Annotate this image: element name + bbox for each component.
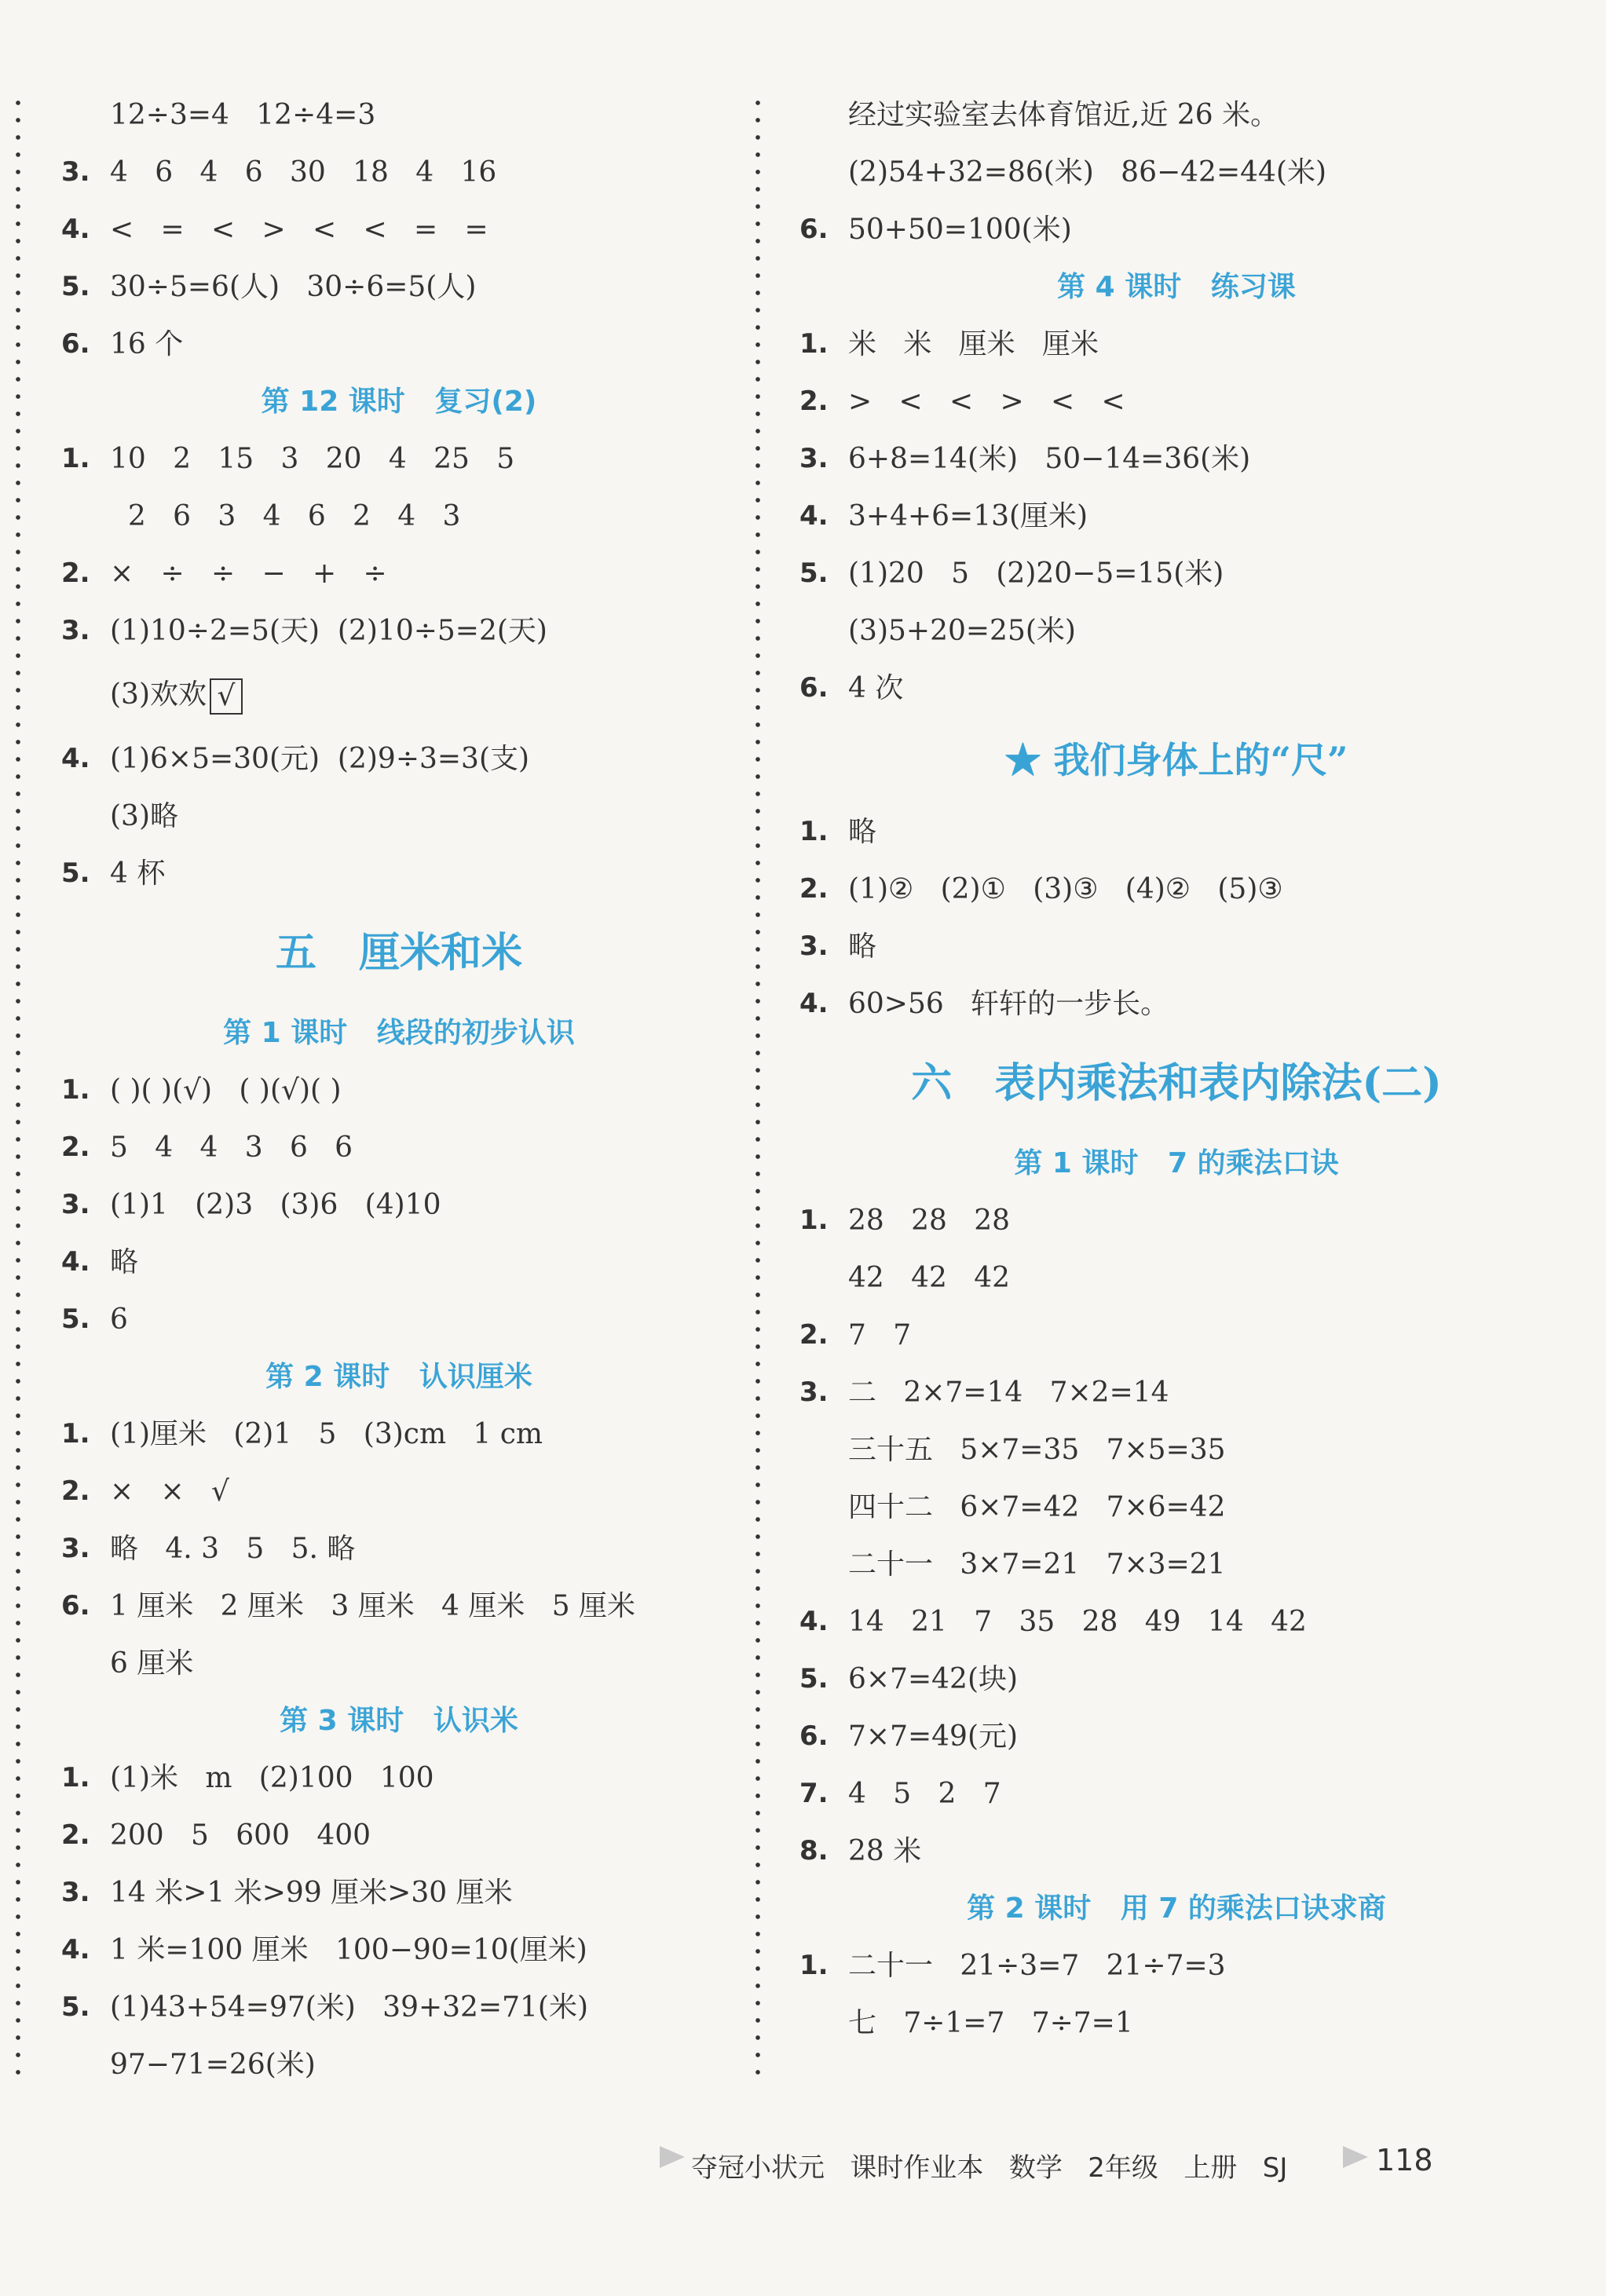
question-number: 6.	[799, 672, 829, 704]
answer-line	[799, 1307, 1553, 1364]
answer-text: 7×7=49(元)	[848, 1720, 1019, 1753]
answer-line	[799, 1823, 1553, 1880]
lesson-heading: 第 3 课时 认识米	[280, 1705, 518, 1737]
answer-text: (1)20 5 (2)20−5=15(米)	[848, 558, 1224, 590]
answer-text: 略	[848, 816, 877, 848]
answer-text: × × √	[110, 1475, 229, 1508]
answer-line	[799, 1708, 1553, 1765]
answer-text: 略	[110, 1246, 139, 1278]
answer-text: 10 2 15 3 20 4 25 5	[110, 443, 515, 475]
answer-line	[799, 1192, 1553, 1249]
answer-text: (1)1 (2)3 (3)6 (4)10	[110, 1189, 441, 1221]
answer-line	[799, 660, 1553, 717]
question-number: 3.	[799, 1377, 829, 1408]
answer-line	[61, 1062, 737, 1119]
answer-text: > < < > < <	[848, 386, 1125, 418]
answer-line	[799, 1994, 1553, 2052]
answer-text: (1)米 m (2)100 100	[110, 1762, 434, 1794]
answer-text: ( )( )(√) ( )(√)( )	[110, 1074, 342, 1106]
question-number: 3.	[61, 1533, 90, 1564]
answer-text: (3)欢欢	[110, 678, 207, 711]
answer-text: 5 4 4 3 6 6	[110, 1132, 353, 1164]
answer-line	[799, 602, 1553, 660]
question-number: 4.	[61, 1246, 90, 1278]
answer-line	[799, 1249, 1553, 1307]
answer-line	[61, 730, 737, 788]
answer-line	[61, 430, 737, 488]
answer-line	[61, 1520, 737, 1578]
unit-heading: 六 表内乘法和表内除法(二)	[911, 1059, 1442, 1107]
answer-line	[61, 86, 737, 144]
answer-with-box	[110, 660, 243, 730]
answer-line	[799, 861, 1553, 918]
answer-line	[799, 430, 1553, 488]
checkbox-mark: √	[210, 678, 243, 715]
question-number: 3.	[61, 1189, 90, 1220]
answer-line	[61, 144, 737, 201]
answer-line	[799, 316, 1553, 373]
answer-text: 12÷3=4 12÷4=3	[110, 99, 376, 131]
answer-text: 经过实验室去体育馆近,近 26 米。	[848, 99, 1279, 131]
answer-text: 4 6 4 6 30 18 4 16	[110, 156, 497, 188]
answer-text: 二 2×7=14 7×2=14	[848, 1377, 1169, 1409]
answer-text: (3)5+20=25(米)	[848, 615, 1076, 647]
answer-text: 6×7=42(块)	[848, 1663, 1019, 1695]
answer-line	[61, 1749, 737, 1807]
answer-text: 4 5 2 7	[848, 1778, 1001, 1810]
question-number: 4.	[799, 1606, 829, 1637]
answer-line	[61, 1176, 737, 1234]
answer-line	[799, 1765, 1553, 1823]
question-number: 5.	[61, 1303, 90, 1335]
answer-line	[61, 1463, 737, 1520]
question-number: 1.	[61, 443, 90, 474]
answer-text: 50+50=100(米)	[848, 214, 1072, 246]
unit-heading: 五 厘米和米	[275, 929, 523, 977]
answer-text: 7 7	[848, 1319, 912, 1351]
answer-text: 二十一 3×7=21 7×3=21	[848, 1548, 1226, 1581]
question-number: 1.	[61, 1418, 90, 1450]
answer-text: (1)43+54=97(米) 39+32=71(米)	[110, 1991, 589, 2024]
answer-line	[61, 488, 737, 545]
answer-line	[799, 1364, 1553, 1421]
answer-text: 1 米=100 厘米 100−90=10(厘米)	[110, 1934, 587, 1966]
question-number: 4.	[799, 988, 829, 1019]
center-binding-dots	[755, 94, 760, 2081]
answer-text: (1)厘米 (2)1 5 (3)cm 1 cm	[110, 1418, 543, 1450]
question-number: 5.	[799, 1663, 829, 1695]
answer-text: 28 28 28	[848, 1205, 1011, 1237]
answer-line	[61, 788, 737, 845]
question-number: 3.	[61, 1877, 90, 1908]
question-number: 4.	[61, 743, 90, 774]
answer-text: < = < > < < = =	[110, 214, 488, 246]
footer-book-title: 夺冠小状元 课时作业本 数学 2年级 上册 SJ	[691, 2152, 1288, 2184]
lesson-heading: 第 4 课时 练习课	[1057, 271, 1296, 303]
answer-text: 200 5 600 400	[110, 1819, 371, 1852]
answer-line	[799, 144, 1553, 201]
answer-line	[799, 201, 1553, 258]
answer-line	[61, 1979, 737, 2036]
answer-line	[61, 1406, 737, 1463]
answer-line	[799, 975, 1553, 1033]
answer-line	[799, 1937, 1553, 1994]
answer-text: 4 次	[848, 672, 904, 704]
question-number: 6.	[61, 328, 90, 360]
answer-text: 略 4. 3 5 5. 略	[110, 1533, 356, 1565]
answer-text: 二十一 21÷3=7 21÷7=3	[848, 1950, 1226, 1982]
question-number: 2.	[799, 873, 829, 905]
answer-text: 1 厘米 2 厘米 3 厘米 4 厘米 5 厘米	[110, 1590, 636, 1622]
question-number: 3.	[61, 156, 90, 188]
answer-text: 2 6 3 4 6 2 4 3	[110, 500, 461, 532]
question-number: 8.	[799, 1835, 829, 1866]
answer-line	[61, 1119, 737, 1176]
answer-text: 4 杯	[110, 857, 166, 890]
question-number: 3.	[61, 615, 90, 646]
answer-line	[799, 918, 1553, 975]
answer-line	[799, 86, 1553, 144]
question-number: 1.	[799, 816, 829, 847]
answer-text: (1)6×5=30(元) (2)9÷3=3(支)	[110, 743, 530, 775]
question-number: 3.	[799, 930, 829, 962]
answer-line	[61, 602, 737, 660]
answer-text: 四十二 6×7=42 7×6=42	[848, 1491, 1226, 1523]
answer-line	[61, 660, 737, 730]
question-number: 4.	[799, 500, 829, 532]
question-number: 1.	[61, 1762, 90, 1793]
footer-arrow-icon	[1343, 2146, 1368, 2168]
answer-text: 米 米 厘米 厘米	[848, 328, 1099, 360]
question-number: 4.	[61, 1934, 90, 1965]
answer-line	[61, 545, 737, 602]
question-number: 6.	[799, 214, 829, 245]
question-number: 2.	[799, 1319, 829, 1351]
answer-line	[799, 1536, 1553, 1593]
answer-line	[61, 258, 737, 316]
question-number: 1.	[61, 1074, 90, 1106]
lesson-heading: 第 2 课时 认识厘米	[265, 1361, 532, 1393]
answer-text: (2)54+32=86(米) 86−42=44(米)	[848, 156, 1327, 188]
page-footer	[0, 2140, 1606, 2187]
answer-text: (3)略	[110, 800, 178, 832]
question-number: 5.	[61, 857, 90, 889]
question-number: 6.	[61, 1590, 90, 1621]
answer-line	[61, 1291, 737, 1348]
question-number: 5.	[799, 558, 829, 589]
footer-arrow-icon	[660, 2146, 685, 2168]
question-number: 2.	[61, 1132, 90, 1163]
question-number: 4.	[61, 214, 90, 245]
answer-text: (1)② (2)① (3)③ (4)② (5)③	[848, 873, 1283, 905]
question-number: 2.	[61, 1475, 90, 1507]
answer-line	[61, 1807, 737, 1864]
question-number: 7.	[799, 1778, 829, 1809]
answer-text: 三十五 5×7=35 7×5=35	[848, 1434, 1226, 1466]
answer-text: 14 米>1 米>99 厘米>30 厘米	[110, 1877, 513, 1909]
answer-line	[61, 201, 737, 258]
answer-text: (1)10÷2=5(天) (2)10÷5=2(天)	[110, 615, 547, 647]
answer-text: 97−71=26(米)	[110, 2049, 316, 2081]
answer-text: 七 7÷1=7 7÷7=1	[848, 2007, 1133, 2039]
page-number: 118	[1376, 2143, 1433, 2177]
answer-text: 略	[848, 930, 877, 963]
answer-line	[799, 1421, 1553, 1479]
lesson-heading: 第 12 课时 复习(2)	[261, 386, 537, 418]
answer-text: × ÷ ÷ − + ÷	[110, 558, 387, 590]
lesson-heading: 第 1 课时 线段的初步认识	[223, 1017, 575, 1049]
answer-line	[61, 1864, 737, 1921]
answer-text: 6+8=14(米) 50−14=36(米)	[848, 443, 1251, 475]
answer-line	[799, 1593, 1553, 1651]
answer-text: 42 42 42	[848, 1262, 1011, 1294]
answer-text: 14 21 7 35 28 49 14 42	[848, 1606, 1307, 1638]
answer-line	[799, 373, 1553, 430]
right-column	[799, 86, 1553, 2052]
answer-text: 30÷5=6(人) 30÷6=5(人)	[110, 271, 477, 303]
question-number: 1.	[799, 1205, 829, 1236]
question-number: 1.	[799, 328, 829, 360]
lesson-heading: 第 1 课时 7 的乘法口诀	[1014, 1147, 1339, 1179]
unit-heading: ★ 我们身体上的“尺”	[1004, 739, 1348, 781]
question-number: 2.	[799, 386, 829, 417]
question-number: 2.	[61, 1819, 90, 1851]
question-number: 5.	[61, 1991, 90, 2023]
question-number: 2.	[61, 558, 90, 589]
answer-line	[61, 1921, 737, 1979]
answer-line	[61, 1635, 737, 1692]
answer-line	[799, 545, 1553, 602]
left-binding-dots	[16, 94, 20, 2081]
answer-line	[61, 2036, 737, 2093]
question-number: 1.	[799, 1950, 829, 1981]
question-number: 3.	[799, 443, 829, 474]
lesson-heading: 第 2 课时 用 7 的乘法口诀求商	[967, 1892, 1386, 1925]
answer-text: 28 米	[848, 1835, 922, 1867]
left-column	[61, 86, 737, 2093]
answer-line	[799, 1651, 1553, 1708]
answer-line	[799, 488, 1553, 545]
answer-text: 6 厘米	[110, 1647, 194, 1680]
answer-line	[61, 845, 737, 902]
answer-text: 6	[110, 1303, 128, 1336]
answer-text: 3+4+6=13(厘米)	[848, 500, 1088, 532]
answer-line	[799, 803, 1553, 861]
question-number: 6.	[799, 1720, 829, 1752]
answer-line	[61, 1578, 737, 1635]
answer-text: 16 个	[110, 328, 184, 360]
answer-line	[61, 316, 737, 373]
question-number: 5.	[61, 271, 90, 302]
answer-line	[61, 1234, 737, 1291]
answer-text: 60>56 轩轩的一步长。	[848, 988, 1169, 1020]
answer-line	[799, 1479, 1553, 1536]
